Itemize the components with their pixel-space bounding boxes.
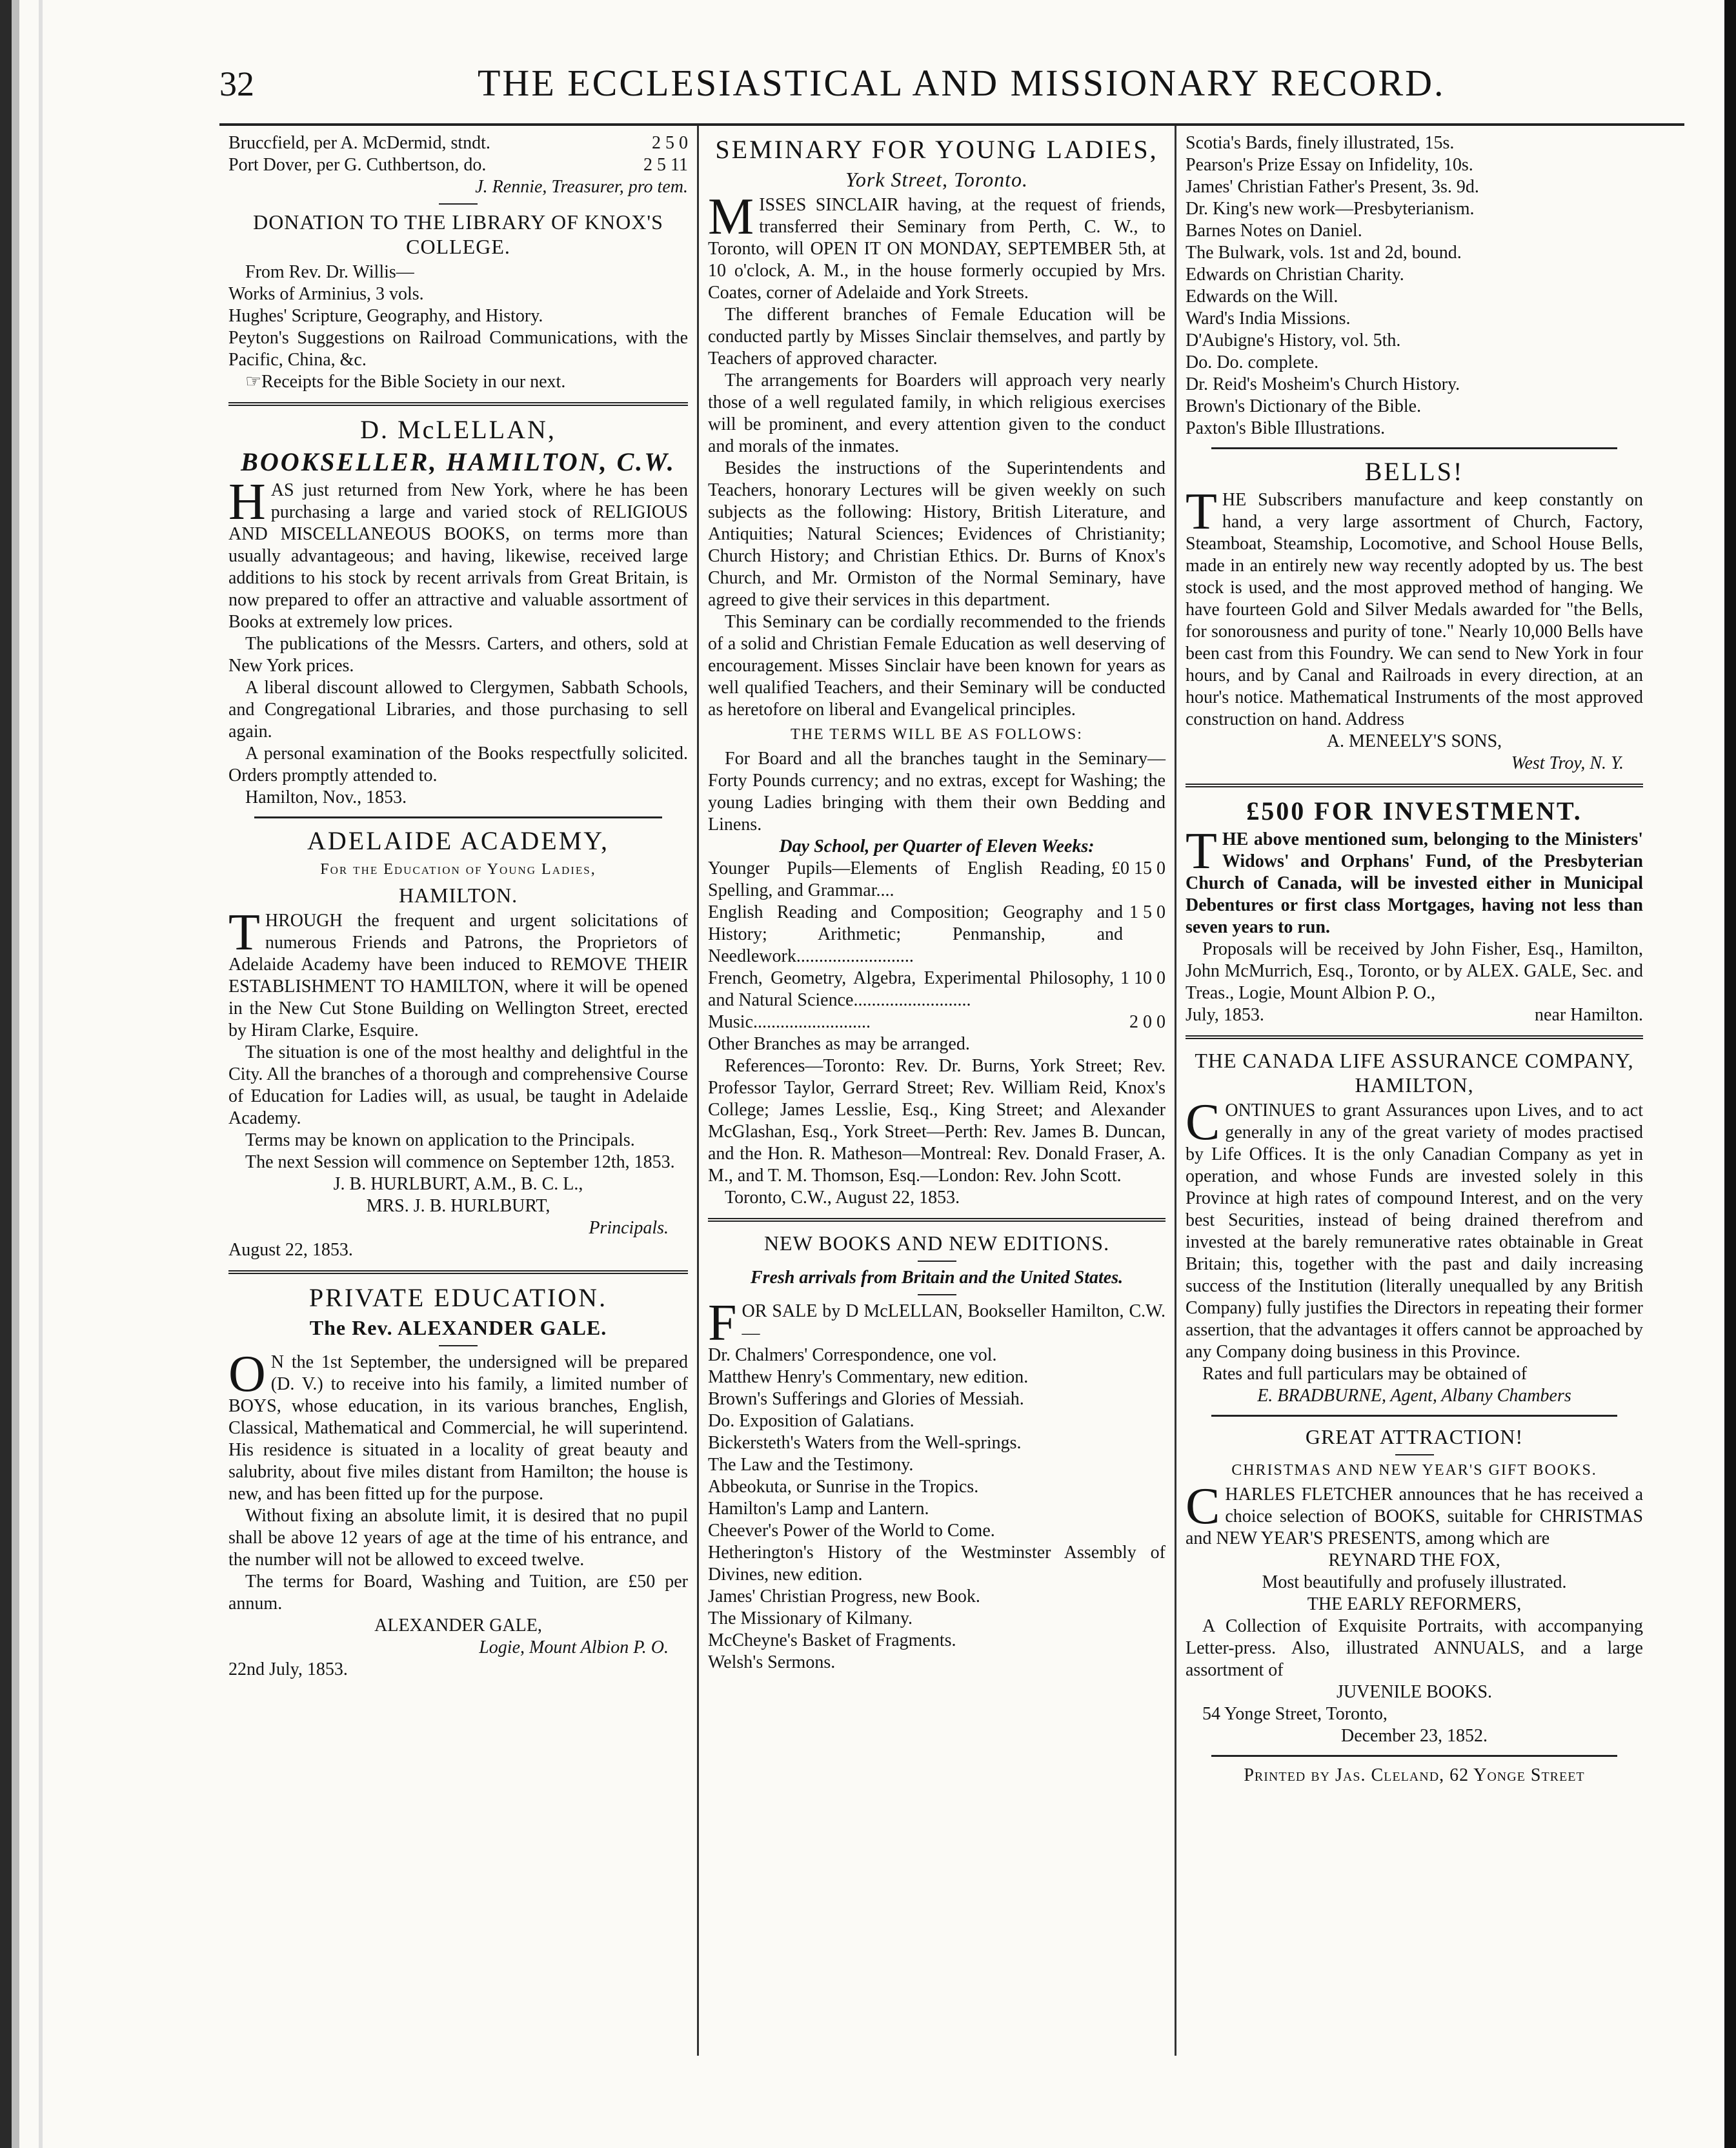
book-item: The Law and the Testimony.: [708, 1455, 914, 1475]
investment-title: £500 FOR INVESTMENT.: [1246, 796, 1582, 826]
columns: [219, 126, 1684, 2056]
seminary-text: This Seminary can be cordially recommended to the friends of a solid and Christian Female Education as well deserving of encouragement. Misses Sinclair have been known for years as well qualified Teachers, and their Seminary will be conducted as heretofore on liberal and Evangelical principles.: [708, 612, 1166, 720]
divider: [228, 402, 688, 406]
book-item: Dr. Reid's Mosheim's Church History.: [1186, 374, 1460, 394]
column-1: [219, 126, 697, 2056]
book-item: Ward's India Missions.: [1186, 309, 1351, 329]
book-item: Do. Do. complete.: [1186, 352, 1319, 372]
attraction-item: JUVENILE BOOKS.: [1336, 1682, 1493, 1702]
book-item: Barnes Notes on Daniel.: [1186, 221, 1362, 241]
column-3: [1175, 126, 1652, 2056]
attraction-address: 54 Yonge Street, Toronto,: [1202, 1704, 1388, 1724]
newspaper-page: [219, 61, 1684, 2094]
attraction-date: December 23, 1852.: [1340, 1726, 1488, 1746]
private-education-title: PRIVATE EDUCATION.: [308, 1283, 608, 1312]
mclellan-text: The publications of the Messrs. Carters, and others, sold at New York prices.: [228, 634, 688, 676]
divider: [1186, 1035, 1643, 1039]
drop-cap: T: [1186, 483, 1217, 540]
bible-society-note: ☞Receipts for the Bible Society in our next.: [245, 372, 566, 392]
divider: [1211, 1755, 1617, 1757]
donation-line: Hughes' Scripture, Geography, and History.: [228, 306, 543, 326]
mclellan-date: Hamilton, Nov., 1853.: [245, 787, 407, 807]
bells-title: BELLS!: [1364, 457, 1464, 486]
fee-row: English Reading and Composition; Geography and History; Arithmetic; Penmanship, and Needlework.......................... 1 5 0: [708, 902, 1166, 966]
attraction-item: THE EARLY REFORMERS,: [1307, 1594, 1522, 1614]
mclellan-text: A personal examination of the Books respectfully solicited. Orders promptly attended to.: [228, 744, 688, 785]
drop-cap: T: [1186, 823, 1217, 880]
investment-proposals: Proposals will be received by John Fisher, Esq., Hamilton, John McMurrich, Esq., Toronto, or by ALEX. GALE, Sec. and Treas., Logie, Mount Albion P. O.,: [1186, 939, 1643, 1003]
new-books-intro: OR SALE by D McLELLAN, Bookseller Hamilton, C.W.—: [742, 1301, 1166, 1343]
donation-line: From Rev. Dr. Willis—: [245, 262, 414, 282]
mclellan-title: BOOKSELLER, HAMILTON, C.W.: [241, 447, 676, 476]
seminary-title: SEMINARY FOR YOUNG LADIES,: [715, 135, 1158, 164]
drop-cap: C: [1186, 1094, 1220, 1151]
canada-life-text: ONTINUES to grant Assurances upon Lives, and to act generally in any of the great variety of modes practised by Life Offices. It is the only Canadian Company as yet in operation, and whose Funds are invested solely in this Province at high rates of compound Interest, and on the very best Securities, instead of being drained therefrom and invested at the barely remunerative rates obtainable in Great Britain; this, together with the past and daily increasing success of the Institution (literally unequalled by any British Company) fully justifies the Directors in repeating their former assertion, that the advantages it offers cannot be approached by any Company doing business in this Province.: [1186, 1100, 1643, 1362]
day-school-heading: Day School, per Quarter of Eleven Weeks:: [779, 836, 1095, 856]
private-education-address: Logie, Mount Albion P. O.: [479, 1637, 669, 1657]
fee-row: Music.......................... 2 0 0: [708, 1012, 1166, 1032]
scan-edge-right: [1724, 0, 1736, 2148]
book-item: Brown's Dictionary of the Bible.: [1186, 396, 1422, 416]
divider: [1211, 1415, 1617, 1417]
book-item: Abbeokuta, or Sunrise in the Tropics.: [708, 1477, 979, 1497]
divider: [439, 1345, 478, 1346]
private-education-subtitle: The Rev. ALEXANDER GALE.: [309, 1316, 607, 1339]
private-education-text: The terms for Board, Washing and Tuition, are £50 per annum.: [228, 1572, 688, 1614]
bells-text: HE Subscribers manufacture and keep constantly on hand, a very large assortment of Church, Factory, Steamboat, Steamship, Locomotive, and School House Bells, made in an entirely new way recently adopted by us. The best stock is used, and the most approved method of hanging. We have fourteen Gold and Silver Medals awarded for "the Bells, for sonorousness and purity of tone." Nearly 10,000 Bells have been cast from this Foundry. We can send to New York in four hours, and by Canal and Railroads in every direction, at an hour's notice. Mathematical Instruments of the most approved construction on hand. Address: [1186, 490, 1643, 729]
book-item: Paxton's Bible Illustrations.: [1186, 418, 1386, 438]
attraction-text: HARLES FLETCHER announces that he has received a choice selection of BOOKS, suitable for CHRISTMAS and NEW YEAR'S PRESENTS, among which are: [1186, 1484, 1643, 1548]
drop-cap: H: [228, 474, 266, 531]
divider: [1211, 447, 1617, 449]
adelaide-text: The next Session will commence on September 12th, 1853.: [245, 1152, 675, 1172]
donation-line: Works of Arminius, 3 vols.: [228, 284, 424, 304]
other-branches: Other Branches as may be arranged.: [708, 1034, 970, 1054]
book-item: McCheyne's Basket of Fragments.: [708, 1630, 956, 1650]
adelaide-title: ADELAIDE ACADEMY,: [307, 826, 610, 855]
book-item: Hetherington's History of the Westminster Assembly of Divines, new edition.: [708, 1543, 1166, 1585]
book-item: D'Aubigne's History, vol. 5th.: [1186, 330, 1401, 350]
seminary-text: The arrangements for Boarders will approach very nearly those of a well regulated family, in which religious exercises will be prominent, and every attention given to the conduct and morals of the inmates.: [708, 370, 1166, 456]
mclellan-text: AS just returned from New York, where he has been purchasing a large and varied stock of RELIGIOUS AND MISCELLANEOUS BOOKS, on terms more than usually advantageous; and having, likewise, received large additions to his stock by recent arrivals from Great Britain, is now prepared to offer an attractive and valuable assortment of Books at extremely low prices.: [228, 480, 688, 632]
seminary-text: Besides the instructions of the Superintendents and Teachers, honorary Lectures will be given weekly on such subjects as the following: History, British Literature, and Antiquities; Natural Sciences; Evidences of Christianity; Church History; and Christian Ethics. Dr. Burns of Knox's Church, and Mr. Ormiston of the Normal Seminary, have agreed to give their services in this department.: [708, 458, 1166, 610]
book-item: Dr. King's new work—Presbyterianism.: [1186, 199, 1475, 219]
private-education-text: Without fixing an absolute limit, it is desired that no pupil shall be above 12 years of age at the time of his entrance, and the number will not be allowed to exceed twelve.: [228, 1506, 688, 1570]
references: References—Toronto: Rev. Dr. Burns, York Street; Rev. Professor Taylor, Gerrard Street; Rev. William Reid, Knox's College; James Lesslie, Esq., King Street; and Alexander McGlashan, Esq., York Street—Perth: Rev. James B. Duncan, and the Hon. R. Matheson—Montreal: Rev. Donald Fraser, A. M., and T. M. Thomson, Esq.—London: Rev. John Scott.: [708, 1056, 1166, 1186]
donation-title: DONATION TO THE LIBRARY OF KNOX'S COLLEGE.: [253, 210, 663, 258]
seminary-text: ISSES SINCLAIR having, at the request of friends, transferred their Seminary from Perth, C. W., to Toronto, will OPEN IT ON MONDAY, SEPTEMBER 5th, at 10 o'clock, A. M., in the house formerly occupied by Mrs. Coates, corner of Adelaide and York Streets.: [708, 195, 1166, 303]
attraction-note: Most beautifully and profusely illustrated.: [1262, 1572, 1567, 1592]
book-item: Cheever's Power of the World to Come.: [708, 1521, 995, 1541]
mclellan-name: D. McLELLAN,: [360, 415, 556, 444]
book-item: Pearson's Prize Essay on Infidelity, 10s.: [1186, 155, 1473, 175]
book-item: Welsh's Sermons.: [708, 1652, 836, 1672]
new-books-subtitle: Fresh arrivals from Britain and the United States.: [750, 1268, 1124, 1288]
book-item: Matthew Henry's Commentary, new edition.: [708, 1367, 1029, 1387]
adelaide-signer: MRS. J. B. HURLBURT,: [366, 1196, 550, 1216]
canada-life-agent: E. BRADBURNE, Agent, Albany Chambers: [1257, 1386, 1571, 1406]
private-education-date: 22nd July, 1853.: [228, 1659, 348, 1679]
donation-line: Peyton's Suggestions on Railroad Communications, with the Pacific, China, &c.: [228, 328, 688, 370]
adelaide-subtitle: For the Education of Young Ladies,: [320, 861, 596, 878]
drop-cap: M: [708, 188, 754, 245]
page-header: [219, 61, 1684, 119]
book-item: Brown's Sufferings and Glories of Messiah.: [708, 1389, 1024, 1409]
drop-cap: F: [708, 1295, 737, 1352]
canada-life-title: THE CANADA LIFE ASSURANCE COMPANY, HAMILTON,: [1195, 1049, 1634, 1097]
divider: [918, 1294, 956, 1295]
adelaide-place: HAMILTON.: [398, 884, 518, 907]
adelaide-date: August 22, 1853.: [228, 1240, 353, 1260]
book-item: James' Christian Progress, new Book.: [708, 1586, 980, 1606]
divider: [1395, 1454, 1434, 1455]
attraction-note: A Collection of Exquisite Portraits, with accompanying Letter-press. Also, illustrated ANNUALS, and a large assortment of: [1186, 1616, 1643, 1680]
seminary-date: Toronto, C.W., August 22, 1853.: [725, 1188, 960, 1208]
book-item: The Missionary of Kilmany.: [708, 1608, 913, 1628]
fee-row: French, Geometry, Algebra, Experimental Philosophy, and Natural Science.......................... 1 10 0: [708, 968, 1166, 1010]
private-education-signer: ALEXANDER GALE,: [374, 1616, 542, 1636]
book-item: Edwards on Christian Charity.: [1186, 265, 1404, 285]
attraction-subtitle: CHRISTMAS AND NEW YEAR'S GIFT BOOKS.: [1231, 1462, 1597, 1479]
canada-life-rates: Rates and full particulars may be obtained of: [1202, 1364, 1528, 1384]
divider: [708, 1218, 1166, 1222]
adelaide-text: HROUGH the frequent and urgent solicitations of numerous Friends and Patrons, the Proprietors of Adelaide Academy have been induced to REMOVE THEIR ESTABLISHMENT TO HAMILTON, where it will be opened in the New Cut Stone Building on Wellington Street, erected by Hiram Clarke, Esquire.: [228, 911, 688, 1040]
book-item: Hamilton's Lamp and Lantern.: [708, 1499, 929, 1519]
drop-cap: C: [1186, 1478, 1220, 1535]
adelaide-role: Principals.: [589, 1218, 669, 1238]
treasurer-signature: J. Rennie, Treasurer, pro tem.: [475, 177, 688, 197]
terms-heading: THE TERMS WILL BE AS FOLLOWS:: [791, 726, 1083, 743]
drop-cap: O: [228, 1346, 266, 1403]
drop-cap: T: [228, 904, 260, 961]
attraction-item: REYNARD THE FOX,: [1328, 1550, 1500, 1570]
book-item: Dr. Chalmers' Correspondence, one vol.: [708, 1345, 997, 1365]
divider: [228, 1270, 688, 1274]
private-education-text: N the 1st September, the undersigned will be prepared (D. V.) to receive into his family, a limited number of BOYS, whose education, in its various branches, English, Classical, Mathematical and Commercial, he will superintend. His residence is situated in a locality of great beauty and salubrity, about five miles distant from Hamilton; the house is new, and has been fitted up for the purpose.: [228, 1352, 688, 1504]
book-item: James' Christian Father's Present, 3s. 9d.: [1186, 177, 1479, 197]
fee-row: Younger Pupils—Elements of English Reading, Spelling, and Grammar.... £0 15 0: [708, 858, 1166, 900]
book-item: Edwards on the Will.: [1186, 287, 1338, 307]
book-item: Scotia's Bards, finely illustrated, 15s.: [1186, 133, 1455, 153]
column-2: [697, 126, 1175, 2056]
adelaide-text: Terms may be known on application to the Principals.: [245, 1130, 635, 1150]
divider: [918, 1261, 956, 1262]
divider: [439, 203, 478, 205]
attraction-title: GREAT ATTRACTION!: [1305, 1425, 1524, 1448]
bells-signer: A. MENEELY'S SONS,: [1326, 731, 1502, 751]
receipt-row: Bruccfield, per A. McDermid, stndt. 2 5 0: [228, 133, 688, 153]
terms-text: For Board and all the branches taught in the Seminary—Forty Pounds currency; and no extras, except for Washing; the young Ladies bringing with them their own Bedding and Linens.: [708, 749, 1166, 835]
page-number: 32: [219, 65, 254, 103]
investment-text: HE above mentioned sum, belonging to the Ministers' Widows' and Orphans' Fund, of the Presbyterian Church of Canada, will be invested either in Municipal Debentures or first class Mortgages, having not less than seven years to run.: [1186, 829, 1643, 937]
seminary-text: The different branches of Female Education will be conducted partly by Misses Sinclair themselves, and partly by Teachers of approved character.: [708, 305, 1166, 369]
adelaide-text: The situation is one of the most healthy and delightful in the City. All the branches of a thorough and comprehensive Course of Education for Ladies will, as usual, be taught in Adelaide Academy.: [228, 1042, 688, 1128]
running-title: THE ECCLESIASTICAL AND MISSIONARY RECORD.: [478, 62, 1446, 104]
scan-edge-left: [0, 0, 59, 2148]
divider: [1186, 784, 1643, 787]
investment-footer: July, 1853. near Hamilton.: [1186, 1005, 1643, 1025]
mclellan-text: A liberal discount allowed to Clergymen, Sabbath Schools, and Congregational Libraries, and those purchasing to sell again.: [228, 678, 688, 742]
book-item: Do. Exposition of Galatians.: [708, 1411, 914, 1431]
seminary-subtitle: York Street, Toronto.: [845, 168, 1028, 191]
new-books-title: NEW BOOKS AND NEW EDITIONS.: [763, 1231, 1110, 1255]
bells-place: West Troy, N. Y.: [1511, 753, 1624, 773]
divider: [254, 816, 662, 818]
book-item: The Bulwark, vols. 1st and 2d, bound.: [1186, 243, 1462, 263]
printer-line: Printed by Jas. Cleland, 62 Yonge Street: [1244, 1765, 1585, 1785]
adelaide-signer: J. B. HURLBURT, A.M., B. C. L.,: [333, 1174, 583, 1194]
book-item: Bickersteth's Waters from the Well-springs.: [708, 1433, 1022, 1453]
receipt-row: Port Dover, per G. Cuthbertson, do. 2 5 11: [228, 155, 688, 175]
